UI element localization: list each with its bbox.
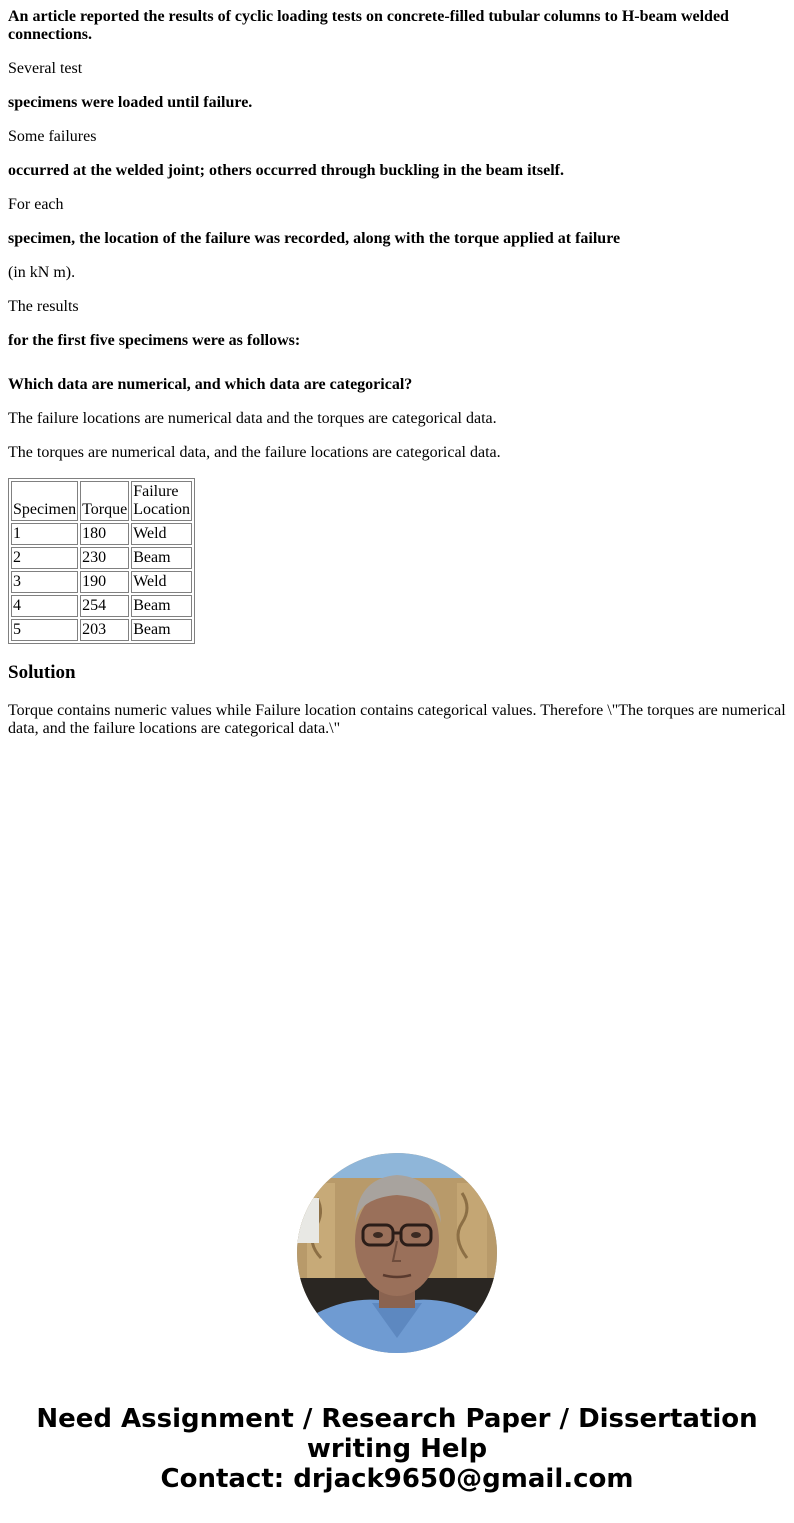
table-row [11, 619, 192, 641]
promo-line: Need Assignment / Research Paper / Dissertation [36, 1404, 758, 1434]
cell-specimen: 1 [11, 523, 78, 545]
question-paragraph: The results [8, 298, 79, 315]
cell-torque: 180 [80, 523, 129, 545]
document-body [0, 0, 794, 738]
question-paragraph: for the first five specimens were as follows: [8, 332, 301, 349]
cell-failure-location: Beam [131, 595, 192, 617]
table-row [11, 595, 192, 617]
header-failure-location: Failure Location [131, 481, 192, 521]
question-paragraph: specimen, the location of the failure was recorded, along with the torque applied at failure [8, 230, 621, 247]
question-paragraph: An article reported the results of cyclic loading tests on concrete-filled tubular columns to H-beam welded connections. [8, 8, 729, 43]
answer-option: The failure locations are numerical data and the torques are categorical data. [8, 410, 497, 427]
cell-failure-location: Weld [131, 523, 192, 545]
table-header-row [11, 481, 192, 521]
question-paragraph: Some failures [8, 128, 97, 145]
question-prompt: Which data are numerical, and which data are categorical? [8, 376, 413, 393]
cell-failure-location: Weld [131, 571, 192, 593]
table-row [11, 571, 192, 593]
question-paragraph: For each [8, 196, 64, 213]
results-table [8, 478, 195, 644]
cell-specimen: 3 [11, 571, 78, 593]
question-paragraph: occurred at the welded joint; others occurred through buckling in the beam itself. [8, 162, 564, 179]
solution-text: Torque contains numeric values while Failure location contains categorical values. Therefore \"The torques are numerical data, and the failure locations are categorical data.\" [8, 702, 786, 737]
table-row [11, 523, 192, 545]
promo-line: writing Help [306, 1434, 488, 1464]
cell-torque: 254 [80, 595, 129, 617]
solution-heading: Solution [8, 662, 76, 683]
cell-torque: 230 [80, 547, 129, 569]
promo-banner [0, 1404, 794, 1494]
avatar [297, 1153, 497, 1353]
cell-failure-location: Beam [131, 619, 192, 641]
question-paragraph: Several test [8, 60, 83, 77]
promo-contact: Contact: drjack9650@gmail.com [160, 1464, 634, 1494]
cell-specimen: 5 [11, 619, 78, 641]
answer-option: The torques are numerical data, and the failure locations are categorical data. [8, 444, 501, 461]
cell-failure-location: Beam [131, 547, 192, 569]
header-torque: Torque [80, 481, 129, 521]
question-paragraph: (in kN m). [8, 264, 76, 281]
cell-specimen: 2 [11, 547, 78, 569]
portrait-image [297, 1153, 497, 1353]
question-paragraph: specimens were loaded until failure. [8, 94, 253, 111]
cell-torque: 203 [80, 619, 129, 641]
cell-specimen: 4 [11, 595, 78, 617]
cell-torque: 190 [80, 571, 129, 593]
table-row [11, 547, 192, 569]
header-specimen: Specimen [11, 481, 78, 521]
